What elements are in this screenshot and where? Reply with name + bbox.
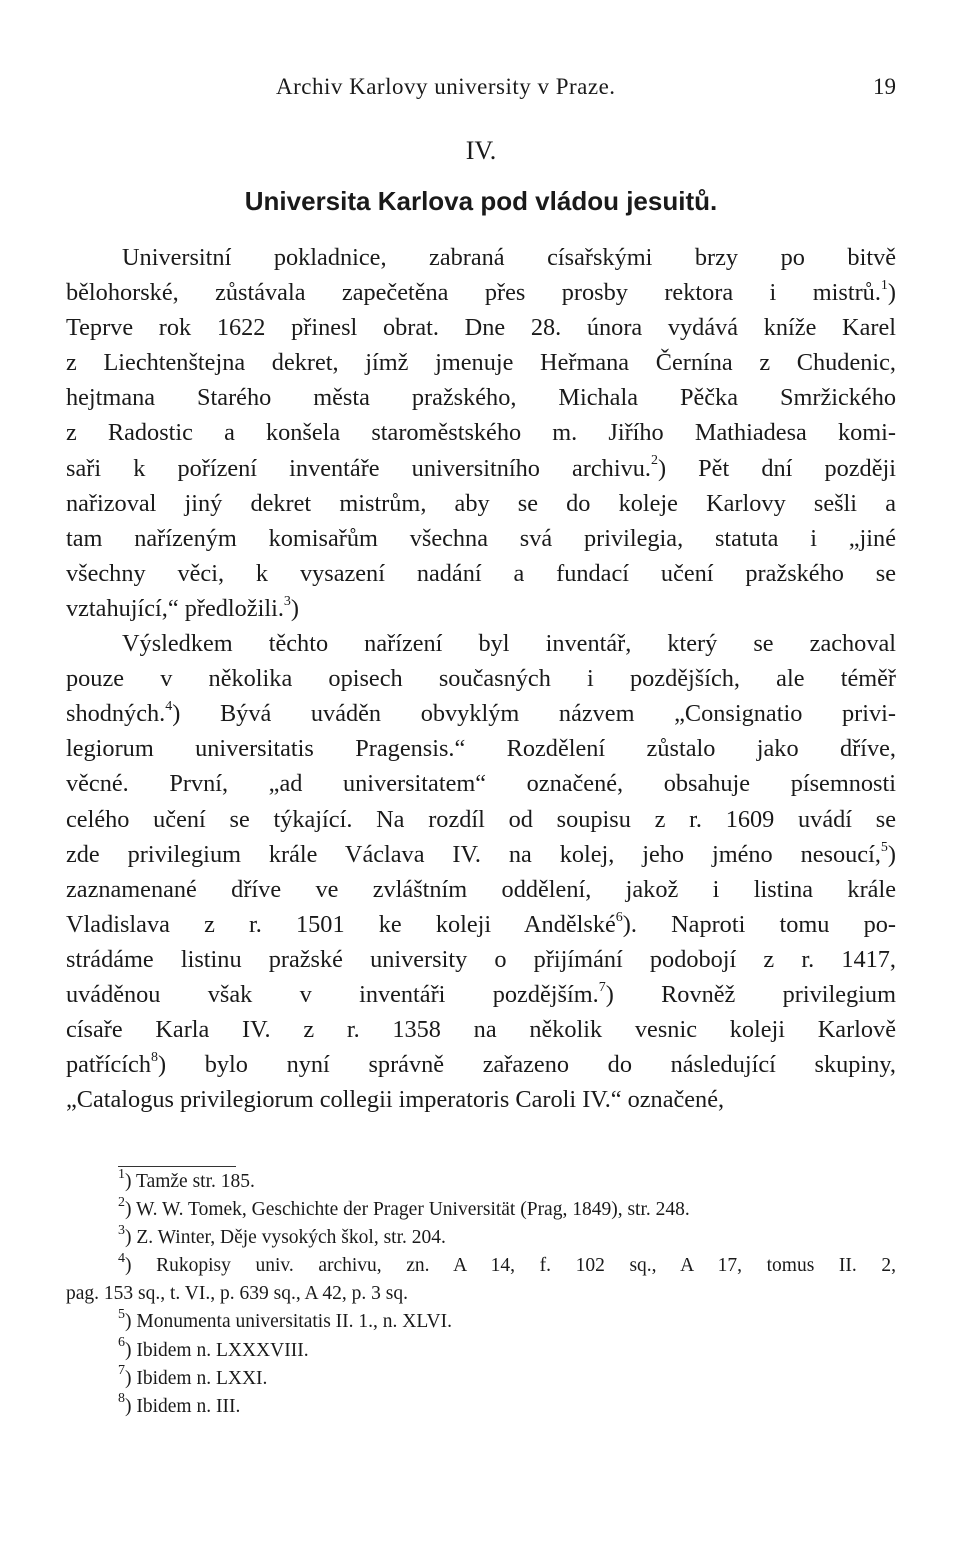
footnote-marker: 4 xyxy=(118,1250,125,1266)
footnote xyxy=(66,1196,896,1224)
text-segment: nařizoval jiný dekret mistrům, aby se do koleje Karlovy sešli a xyxy=(66,489,896,517)
text-line xyxy=(66,240,896,275)
text-line xyxy=(66,766,896,801)
footnote-marker: 6 xyxy=(118,1335,125,1351)
text-line xyxy=(66,977,896,1012)
footnote-marker: 8 xyxy=(118,1391,125,1407)
footnote-marker: 3 xyxy=(283,593,291,609)
footnote xyxy=(66,1224,896,1252)
text-segment: ). Naproti tomu po- xyxy=(622,910,896,938)
text-segment: Universitní pokladnice, zabraná císařskými brzy po bitvě xyxy=(122,244,896,271)
footnote-marker: 1 xyxy=(118,1166,125,1182)
text-segment: bělohorské, zůstávala zapečetěna přes prosby rektora i mistrů. xyxy=(66,279,881,307)
footnote-marker: 4 xyxy=(165,699,173,715)
text-segment: pouze v několika opisech současných i pozdějších, ale téměř xyxy=(66,665,896,693)
text-segment: „Catalogus privilegiorum collegii imperatoris Caroli IV.“ označené, xyxy=(66,1086,725,1114)
text-segment: patřících xyxy=(66,1051,151,1079)
text-line xyxy=(66,872,896,907)
footnote-marker: 1 xyxy=(880,278,888,293)
text-line xyxy=(66,275,896,310)
page-number: 19 xyxy=(873,74,896,99)
text-segment: ) Ibidem n. III. xyxy=(125,1395,241,1417)
text-segment: ) Pět dní později xyxy=(657,454,896,482)
footnote xyxy=(66,1308,896,1336)
text-segment: celého učení se týkající. Na rozdíl od soupisu z r. 1609 uvádí se xyxy=(66,805,896,833)
footnote-marker: 5 xyxy=(118,1306,125,1322)
footnote-rule xyxy=(118,1166,236,1167)
footnote-marker: 7 xyxy=(598,979,606,995)
text-segment: tam nařízeným komisařům všechna svá privilegia, statuta i „jiné xyxy=(66,524,896,552)
text-segment: zaznamenané dříve ve zvláštním oddělení, jakož i listina krále xyxy=(66,875,896,903)
text-segment: ) Rukopisy univ. archivu, zn. A 14, f. 102 sq., A 17, tomus II. 2, xyxy=(125,1255,896,1277)
footnote xyxy=(66,1365,896,1393)
text-segment: ) Ibidem n. LXXI. xyxy=(125,1367,268,1389)
text-line xyxy=(66,1082,896,1117)
text-segment: ) Monumenta universitatis II. 1., n. XLVI. xyxy=(125,1311,452,1333)
text-segment: ) Tamže str. 185. xyxy=(125,1171,255,1192)
text-line xyxy=(66,591,896,626)
text-line xyxy=(66,380,896,415)
text-line xyxy=(66,451,896,486)
footnote xyxy=(66,1252,896,1280)
text-line xyxy=(66,837,896,872)
text-segment: legiorum universitatis Pragensis.“ Rozdělení zůstalo jako dříve, xyxy=(66,735,896,763)
text-segment: saři k pořízení inventáře universitního archivu. xyxy=(66,454,651,482)
text-line xyxy=(66,310,896,345)
footnote-marker: 3 xyxy=(118,1222,125,1238)
text-segment: z Radostic a konšela staroměstského m. Jiřího Mathiadesa komi- xyxy=(66,419,896,447)
text-segment: pag. 153 sq., t. VI., p. 639 sq., A 42, p. 3 sq. xyxy=(66,1283,408,1305)
text-segment: ) xyxy=(887,279,896,307)
text-line xyxy=(66,907,896,942)
footnote-marker: 7 xyxy=(118,1363,125,1379)
text-line xyxy=(66,1047,896,1082)
footnotes xyxy=(66,1168,896,1421)
text-segment: zde privilegium krále Václava IV. na kolej, jeho jméno nesoucí, xyxy=(66,840,881,868)
text-segment: věcné. První, „ad universitatem“ označené, obsahuje písemnosti xyxy=(66,770,896,798)
text-segment: z Liechtenštejna dekret, jímž jmenuje Heřmana Černína z Chudenic, xyxy=(66,349,896,377)
footnote-marker: 6 xyxy=(615,909,623,925)
text-segment: ) W. W. Tomek, Geschichte der Prager Universität (Prag, 1849), str. 248. xyxy=(125,1199,690,1221)
text-line xyxy=(66,486,896,521)
text-segment: ) bylo nyní správně zařazeno do následující skupiny, xyxy=(158,1051,896,1079)
text-segment: ) xyxy=(290,594,300,622)
text-line xyxy=(66,661,896,696)
footnote-marker: 5 xyxy=(880,839,888,855)
text-line xyxy=(66,1012,896,1047)
text-line xyxy=(66,345,896,380)
footnote xyxy=(66,1280,896,1308)
text-segment: ) Z. Winter, Děje vysokých škol, str. 204. xyxy=(125,1227,446,1249)
text-segment: shodných. xyxy=(66,700,166,728)
text-line xyxy=(66,802,896,837)
text-line xyxy=(66,696,896,731)
text-segment: ) Bývá uváděn obvyklým názvem „Consignatio privi- xyxy=(172,700,896,728)
footnote xyxy=(66,1337,896,1365)
text-segment: všechny věci, k vysazení nadání a fundací učení pražského se xyxy=(66,559,896,587)
text-segment: ) Ibidem n. LXXXVIII. xyxy=(125,1339,309,1361)
text-segment: vztahující,“ předložili. xyxy=(66,594,284,622)
text-segment: Teprve rok 1622 přinesl obrat. Dne 28. února vydává kníže Karel xyxy=(66,314,896,342)
text-segment: císaře Karla IV. z r. 1358 na několik vesnic koleji Karlově xyxy=(66,1016,896,1044)
running-head-title: Archiv Karlovy university v Praze. xyxy=(276,74,616,99)
text-segment: uváděnou však v inventáři pozdějším. xyxy=(66,980,599,1008)
text-segment: ) Rovněž privilegium xyxy=(605,980,896,1008)
chapter-number: IV. xyxy=(465,136,497,165)
footnote xyxy=(66,1168,896,1196)
chapter-title: Universita Karlova pod vládou jesuitů. xyxy=(244,186,718,216)
text-line xyxy=(66,731,896,766)
text-segment: strádáme listinu pražské university o přijímání podobojí z r. 1417, xyxy=(66,945,896,973)
text-line xyxy=(66,415,896,450)
footnote-marker: 2 xyxy=(118,1194,125,1210)
text-segment: Vladislava z r. 1501 ke koleji Andělské xyxy=(66,910,616,938)
footnote xyxy=(66,1393,896,1421)
footnote-marker: 8 xyxy=(151,1050,158,1066)
running-head xyxy=(66,74,896,104)
text-segment: ) xyxy=(887,840,896,868)
text-line xyxy=(66,942,896,977)
text-segment: hejtmana Starého města pražského, Michala Pěčka Smržického xyxy=(66,384,896,412)
text-line xyxy=(66,521,896,556)
text-segment: Výsledkem těchto nařízení byl inventář, který se zachoval xyxy=(122,630,896,658)
footnote-marker: 2 xyxy=(650,453,658,469)
text-line xyxy=(66,556,896,591)
text-line xyxy=(66,626,896,661)
body-text xyxy=(66,240,896,1117)
